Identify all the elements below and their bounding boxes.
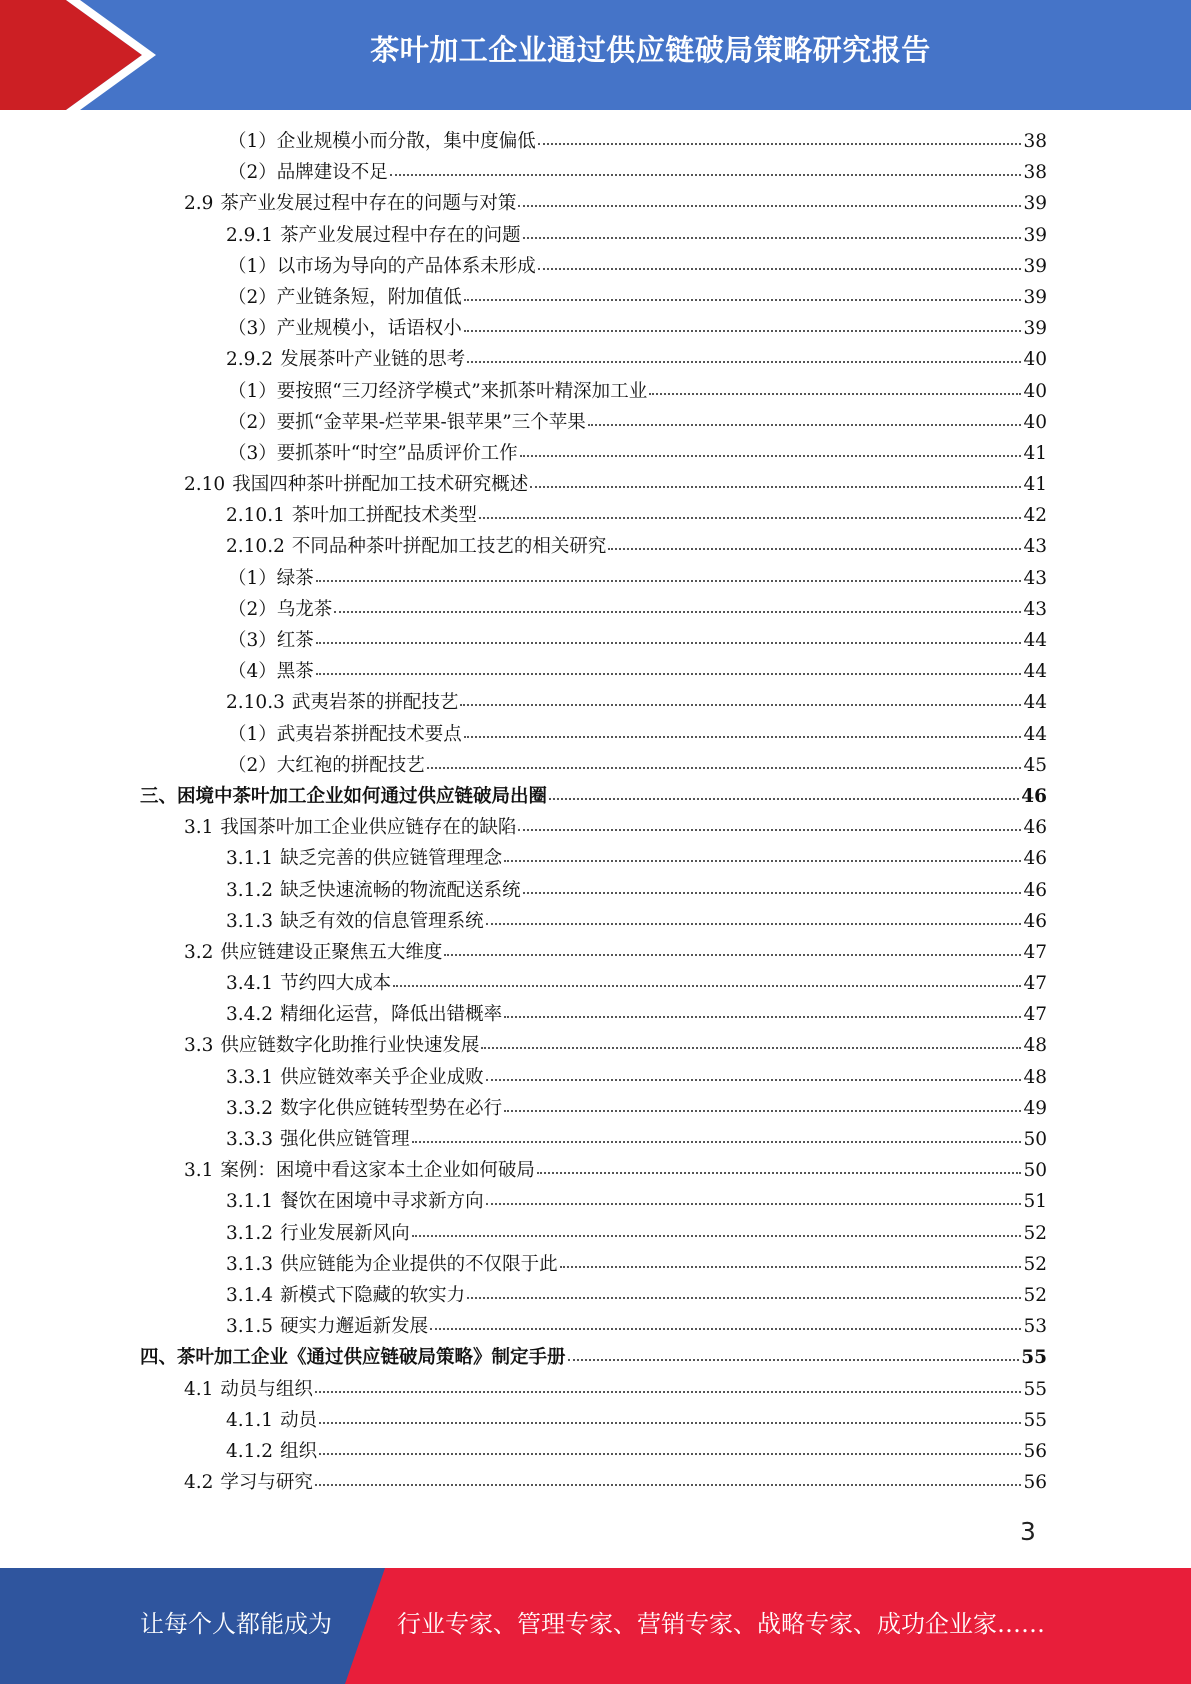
toc-entry-page: 46 [1023, 910, 1047, 932]
toc-entry-page: 52 [1023, 1222, 1047, 1244]
toc-entry[interactable] [140, 1094, 1047, 1125]
toc-entry-title: （2）产业链条短，附加值低 [228, 286, 462, 308]
toc-dot-leader [464, 735, 1022, 738]
toc-entry-title: （2）乌龙茶 [228, 598, 333, 620]
toc-entry-number: 3.1.3 [226, 1253, 274, 1275]
toc-entry-number: 2.10.1 [226, 505, 285, 527]
toc-entry-title: 学习与研究 [220, 1472, 313, 1494]
toc-entry-page: 55 [1021, 1347, 1047, 1369]
toc-dot-leader [479, 516, 1022, 519]
toc-entry[interactable] [140, 657, 1047, 688]
toc-entry-title: （2）品牌建设不足 [228, 162, 388, 184]
toc-entry-page: 41 [1023, 442, 1047, 464]
toc-dot-leader [319, 1421, 1021, 1424]
toc-entry[interactable] [140, 158, 1047, 189]
toc-entry-number: 3.1.1 [226, 848, 274, 870]
toc-dot-leader [568, 1358, 1020, 1361]
toc-entry[interactable] [140, 221, 1047, 252]
page-number: 3 [1020, 1517, 1036, 1546]
toc-entry-title: 茶产业发展过程中存在的问题 [280, 224, 521, 246]
page-footer [0, 1568, 1191, 1684]
toc-entry-title: （1）要按照“三刀经济学模式”来抓茶叶精深加工业 [228, 380, 648, 402]
toc-entry-title: 武夷岩茶的拼配技艺 [291, 692, 459, 714]
toc-entry-page: 46 [1023, 817, 1047, 839]
toc-entry-title: （3）产业规模小，话语权小 [228, 318, 462, 340]
toc-entry[interactable] [140, 1000, 1047, 1031]
toc-entry[interactable] [140, 1281, 1047, 1312]
toc-entry[interactable] [140, 720, 1047, 751]
toc-entry-title: 供应链建设正聚焦五大维度 [220, 941, 443, 963]
toc-entry-title: 组织 [280, 1440, 318, 1462]
toc-entry-number: 3.1 [184, 817, 214, 839]
toc-entry-number: 2.9 [184, 193, 214, 215]
toc-entry[interactable] [140, 127, 1047, 158]
toc-entry-page: 46 [1023, 879, 1047, 901]
toc-entry-page: 48 [1023, 1035, 1047, 1057]
header-title: 茶叶加工企业通过供应链破局策略研究报告 [370, 33, 931, 67]
toc-entry-number: 2.9.1 [226, 224, 274, 246]
toc-dot-leader [523, 891, 1022, 894]
toc-entry-title: 案例：困境中看这家本土企业如何破局 [220, 1160, 535, 1182]
toc-entry-title: 不同品种茶叶拼配加工技艺的相关研究 [291, 536, 607, 558]
toc-dot-leader [316, 579, 1022, 582]
toc-entry-title: 缺乏快速流畅的物流配送系统 [280, 879, 521, 901]
toc-dot-leader [649, 392, 1021, 395]
toc-entry-title: 动员 [280, 1409, 318, 1431]
toc-entry-title: （3）要抓茶叶“时空”品质评价工作 [228, 442, 518, 464]
toc-entry-page: 55 [1023, 1409, 1047, 1431]
toc-entry-page: 39 [1023, 224, 1047, 246]
toc-entry-title: 硬实力邂逅新发展 [280, 1316, 429, 1338]
toc-dot-leader [504, 859, 1021, 862]
toc-entry[interactable] [140, 564, 1047, 595]
toc-entry-page: 40 [1023, 411, 1047, 433]
toc-entry-title: （1）企业规模小而分散，集中度偏低 [228, 131, 536, 152]
toc-entry-number: 3.4.2 [226, 1004, 274, 1026]
toc-entry-title: 动员与组织 [220, 1378, 313, 1400]
toc-dot-leader [427, 766, 1022, 769]
toc-entry-page: 49 [1023, 1097, 1047, 1119]
toc-entry[interactable] [140, 626, 1047, 657]
toc-entry-page: 47 [1023, 941, 1047, 963]
toc-dot-leader [538, 267, 1022, 270]
header-arrow-shape [0, 0, 160, 110]
toc-dot-leader [315, 1483, 1022, 1486]
toc-entry-number: 3.3.2 [226, 1097, 274, 1119]
toc-dot-leader [315, 1390, 1022, 1393]
toc-dot-leader [486, 1202, 1022, 1205]
toc-entry-title: 茶叶加工拼配技术类型 [291, 505, 477, 527]
footer-slogan: 让每个人都能成为 [140, 1610, 332, 1638]
toc-entry-number: 4.1.2 [226, 1440, 274, 1462]
toc-entry[interactable] [140, 595, 1047, 626]
toc-entry-title: 新模式下隐藏的软实力 [280, 1284, 466, 1306]
toc-dot-leader [334, 610, 1021, 613]
toc-dot-leader [504, 1015, 1021, 1018]
toc-entry-page: 44 [1023, 661, 1047, 683]
toc-entry[interactable] [140, 844, 1047, 875]
toc-entry-title: （2）要抓“金苹果-烂苹果-银苹果”三个苹果 [228, 411, 586, 433]
toc-entry[interactable] [140, 532, 1047, 563]
toc-entry-number: 2.10 [184, 474, 226, 496]
toc-dot-leader [464, 329, 1022, 332]
toc-entry-title: （3）红茶 [228, 630, 314, 651]
toc-entry-title: 我国茶叶加工企业供应链存在的缺陷 [220, 817, 517, 839]
toc-entry-title: 餐饮在困境中寻求新方向 [280, 1191, 484, 1213]
toc-entry-page: 44 [1023, 692, 1047, 714]
table-of-contents [140, 127, 1047, 1499]
toc-dot-leader [444, 953, 1021, 956]
toc-dot-leader [316, 641, 1022, 644]
toc-entry[interactable] [140, 501, 1047, 532]
toc-entry-title: 发展茶叶产业链的思考 [280, 349, 466, 371]
toc-entry-number: 4.1 [184, 1378, 214, 1400]
toc-entry-page: 53 [1023, 1316, 1047, 1338]
toc-entry-page: 52 [1023, 1253, 1047, 1275]
toc-entry-page: 43 [1023, 598, 1047, 620]
toc-entry[interactable] [140, 408, 1047, 439]
toc-entry-title: 我国四种茶叶拼配加工技术研究概述 [232, 474, 529, 496]
toc-entry-number: 3.1.3 [226, 910, 274, 932]
toc-entry-title: 强化供应链管理 [280, 1129, 410, 1150]
toc-entry-number: 2.10.3 [226, 692, 285, 714]
toc-entry-title: 精细化运营，降低出错概率 [280, 1004, 503, 1026]
toc-entry[interactable] [140, 1437, 1047, 1468]
toc-entry-number: 3.1 [184, 1160, 214, 1182]
toc-entry[interactable] [140, 1343, 1047, 1374]
toc-entry-page: 46 [1021, 785, 1047, 807]
toc-entry[interactable] [140, 1406, 1047, 1437]
toc-entry[interactable] [140, 1156, 1047, 1187]
toc-entry[interactable] [140, 688, 1047, 719]
toc-entry-page: 50 [1023, 1160, 1047, 1182]
toc-dot-leader [523, 236, 1022, 239]
toc-dot-leader [520, 454, 1022, 457]
toc-entry-page: 52 [1023, 1284, 1047, 1306]
toc-entry-number: 3.1.4 [226, 1284, 274, 1306]
toc-entry-page: 39 [1023, 193, 1047, 215]
toc-entry[interactable] [140, 1125, 1047, 1156]
toc-entry[interactable] [140, 1031, 1047, 1062]
toc-entry-page: 51 [1023, 1191, 1047, 1213]
toc-entry-page: 39 [1023, 318, 1047, 340]
toc-dot-leader [467, 360, 1021, 363]
toc-entry-page: 43 [1023, 536, 1047, 558]
toc-entry-number: 3.3.1 [226, 1066, 274, 1088]
toc-entry-number: 4.2 [184, 1472, 214, 1494]
toc-entry[interactable] [140, 969, 1047, 1000]
toc-dot-leader [518, 204, 1021, 207]
toc-entry-number: 3.1.5 [226, 1316, 274, 1338]
toc-entry[interactable] [140, 1312, 1047, 1343]
toc-entry-title: 三、困境中茶叶加工企业如何通过供应链破局出圈 [140, 785, 548, 807]
toc-entry-number: 2.10.2 [226, 536, 285, 558]
toc-entry-page: 56 [1023, 1440, 1047, 1462]
toc-entry-page: 40 [1023, 380, 1047, 402]
toc-entry[interactable] [140, 1468, 1047, 1499]
toc-entry-page: 42 [1023, 505, 1047, 527]
toc-entry-title: 供应链效率关乎企业成败 [280, 1066, 484, 1088]
toc-entry-title: 节约四大成本 [280, 973, 392, 995]
toc-entry-page: 43 [1023, 567, 1047, 589]
toc-entry-title: （4）黑茶 [228, 661, 314, 683]
toc-entry-title: 行业发展新风向 [280, 1222, 410, 1244]
page-header [0, 0, 1191, 110]
toc-dot-leader [319, 1452, 1021, 1455]
toc-entry-number: 4.1.1 [226, 1409, 274, 1431]
toc-entry-number: 2.9.2 [226, 349, 274, 371]
toc-entry[interactable] [140, 189, 1047, 220]
toc-dot-leader [486, 1078, 1022, 1081]
toc-entry-page: 50 [1023, 1129, 1047, 1150]
toc-entry-page: 41 [1023, 474, 1047, 496]
toc-entry[interactable] [140, 782, 1047, 813]
toc-entry-title: 茶产业发展过程中存在的问题与对策 [220, 193, 517, 215]
toc-entry-page: 38 [1023, 131, 1047, 152]
toc-entry-page: 46 [1023, 848, 1047, 870]
toc-entry-page: 47 [1023, 1004, 1047, 1026]
toc-entry[interactable] [140, 1250, 1047, 1281]
toc-entry[interactable] [140, 377, 1047, 408]
toc-entry-page: 48 [1023, 1066, 1047, 1088]
toc-entry-title: 供应链数字化助推行业快速发展 [220, 1035, 480, 1057]
toc-entry-number: 3.3 [184, 1035, 214, 1057]
toc-dot-leader [393, 984, 1021, 987]
toc-entry[interactable] [140, 470, 1047, 501]
toc-entry-page: 45 [1023, 754, 1047, 776]
toc-dot-leader [608, 547, 1021, 550]
toc-entry-number: 3.2 [184, 941, 214, 963]
toc-entry[interactable] [140, 314, 1047, 345]
toc-entry[interactable] [140, 1187, 1047, 1218]
toc-dot-leader [460, 703, 1021, 706]
toc-entry-page: 38 [1023, 162, 1047, 184]
toc-entry-title: 四、茶叶加工企业《通过供应链破局策略》制定手册 [140, 1347, 566, 1369]
toc-dot-leader [530, 485, 1021, 488]
toc-entry-page: 47 [1023, 973, 1047, 995]
toc-entry[interactable] [140, 907, 1047, 938]
toc-dot-leader [537, 1171, 1022, 1174]
toc-dot-leader [412, 1140, 1022, 1143]
toc-entry[interactable] [140, 252, 1047, 283]
toc-entry-title: 缺乏有效的信息管理系统 [280, 910, 484, 932]
toc-dot-leader [588, 423, 1022, 426]
toc-entry-title: （1）以市场为导向的产品体系未形成 [228, 255, 536, 277]
toc-entry[interactable] [140, 345, 1047, 376]
toc-entry[interactable] [140, 751, 1047, 782]
toc-entry[interactable] [140, 938, 1047, 969]
toc-entry-title: 数字化供应链转型势在必行 [280, 1097, 503, 1119]
toc-dot-leader [316, 672, 1022, 675]
toc-dot-leader [560, 1265, 1022, 1268]
toc-entry-number: 3.1.2 [226, 1222, 274, 1244]
toc-entry[interactable] [140, 283, 1047, 314]
toc-entry-page: 44 [1023, 630, 1047, 651]
toc-dot-leader [549, 797, 1019, 800]
toc-entry-page: 44 [1023, 723, 1047, 745]
toc-entry-number: 3.3.3 [226, 1129, 274, 1150]
toc-entry-page: 56 [1023, 1472, 1047, 1494]
footer-titles: 行业专家、管理专家、营销专家、战略专家、成功企业家…… [397, 1610, 1045, 1638]
toc-entry-number: 3.1.1 [226, 1191, 274, 1213]
toc-entry-page: 39 [1023, 255, 1047, 277]
toc-dot-leader [504, 1109, 1021, 1112]
toc-dot-leader [481, 1046, 1021, 1049]
toc-entry-number: 3.1.2 [226, 879, 274, 901]
toc-entry-number: 3.4.1 [226, 973, 274, 995]
toc-dot-leader [518, 828, 1021, 831]
toc-entry[interactable] [140, 813, 1047, 844]
toc-dot-leader [538, 142, 1022, 145]
toc-dot-leader [486, 922, 1022, 925]
toc-dot-leader [412, 1234, 1022, 1237]
toc-entry-page: 55 [1023, 1378, 1047, 1400]
toc-dot-leader [390, 173, 1022, 176]
toc-entry-page: 39 [1023, 286, 1047, 308]
toc-entry[interactable] [140, 1063, 1047, 1094]
toc-dot-leader [430, 1327, 1021, 1330]
toc-entry[interactable] [140, 439, 1047, 470]
toc-dot-leader [467, 1296, 1021, 1299]
toc-entry-title: （2）大红袍的拼配技艺 [228, 754, 425, 776]
toc-entry[interactable] [140, 1219, 1047, 1250]
toc-entry-page: 40 [1023, 349, 1047, 371]
toc-entry-title: 缺乏完善的供应链管理理念 [280, 848, 503, 870]
toc-entry-title: （1）武夷岩茶拼配技术要点 [228, 723, 462, 745]
toc-entry-title: 供应链能为企业提供的不仅限于此 [280, 1253, 558, 1275]
toc-dot-leader [464, 298, 1022, 301]
toc-entry-title: （1）绿茶 [228, 567, 314, 589]
toc-entry[interactable] [140, 876, 1047, 907]
toc-entry[interactable] [140, 1375, 1047, 1406]
